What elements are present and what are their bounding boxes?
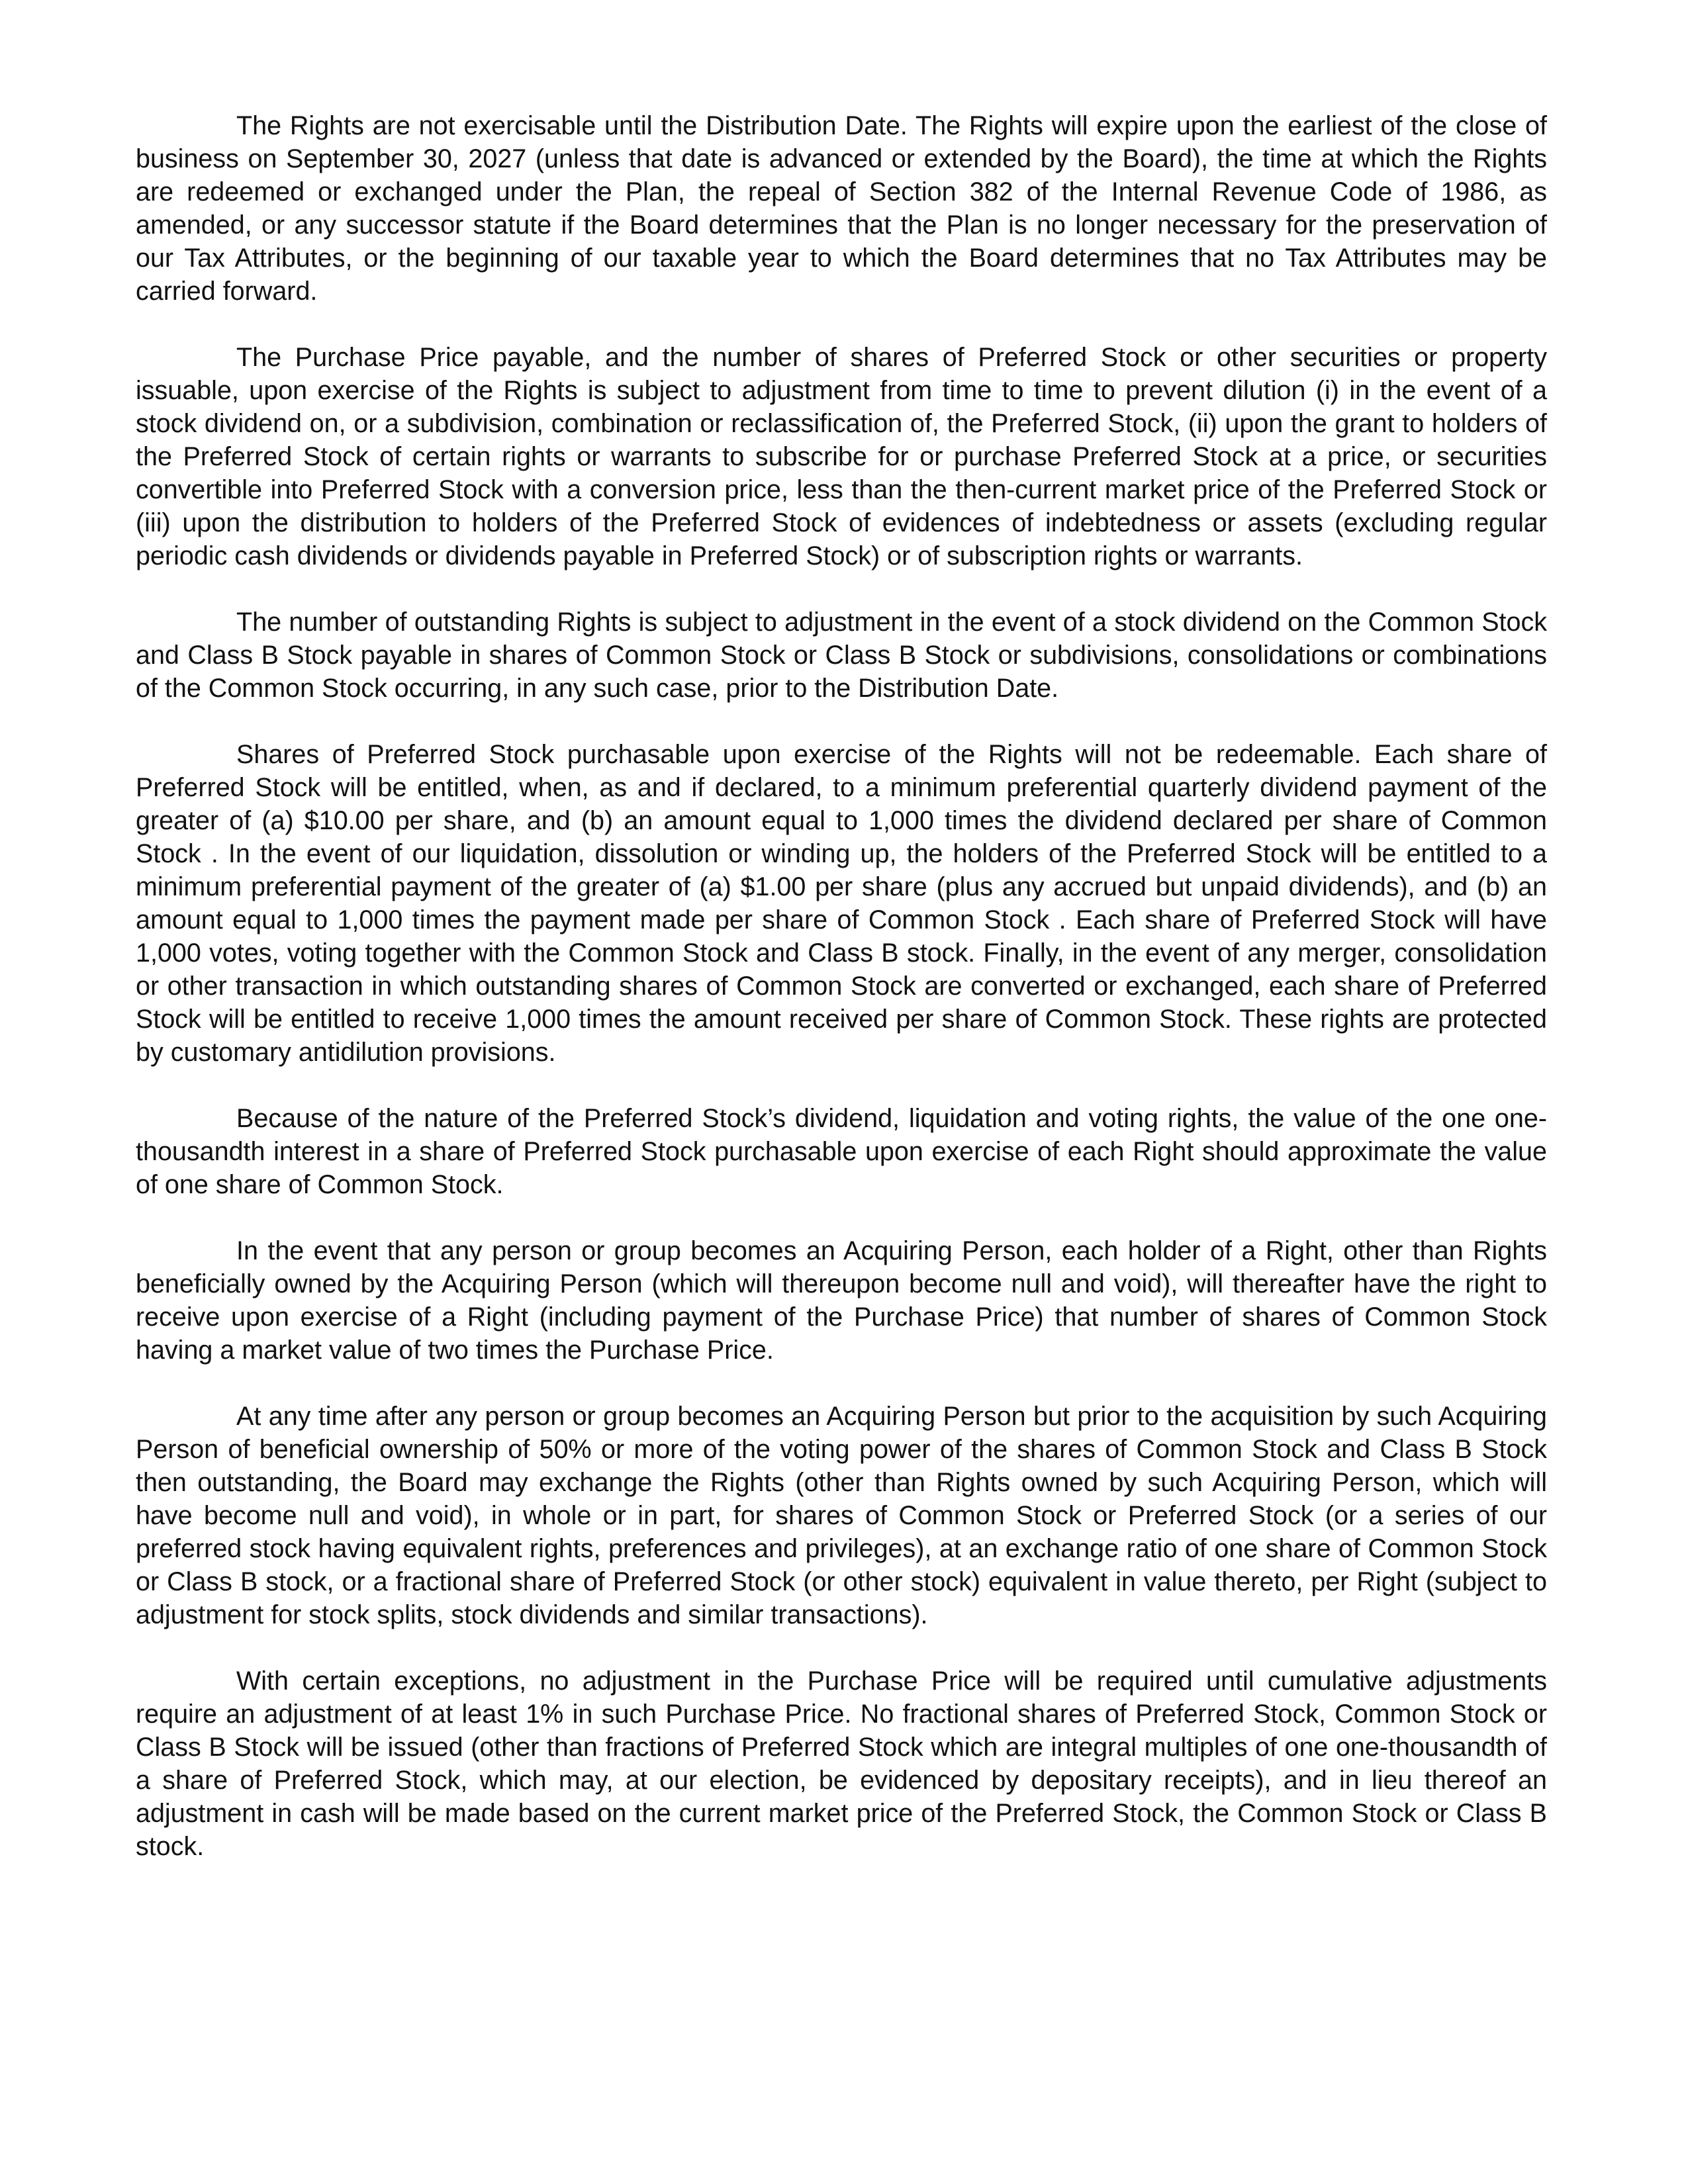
- paragraph-purchase-price-adjustment: The Purchase Price payable, and the number of shares of Preferred Stock or other securities or property issuable, upon exercise of the Rights is subject to adjustment from time to time to prevent dilution (i) in the event of a stock dividend on, or a subdivision, combination or reclassification of, the Preferred Stock, (ii) upon the grant to holders of the Preferred Stock of certain rights or warrants to subscribe for or purchase Preferred Stock at a price, or securities convertible into Preferred Stock with a conversion price, less than the then-current market price of the Preferred Stock or (iii) upon the distribution to holders of the Preferred Stock of evidences of indebtedness or assets (excluding regular periodic cash dividends or dividends payable in Preferred Stock) or of subscription rights or warrants.: [136, 343, 1547, 570]
- paragraph-outstanding-rights-adjustment: The number of outstanding Rights is subject to adjustment in the event of a stock dividend on the Common Stock and Class B Stock payable in shares of Common Stock or Class B Stock or subdivisions, consolidations or combinations of the Common Stock occurring, in any such case, prior to the Distribution Date.: [136, 608, 1547, 703]
- paragraph-preferred-stock-value: Because of the nature of the Preferred Stock’s dividend, liquidation and voting rights, the value of the one one-thousandth interest in a share of Preferred Stock purchasable upon exercise of each Right should approximate the value of one share of Common Stock.: [136, 1104, 1547, 1199]
- paragraph-distribution-date-expiration: The Rights are not exercisable until the Distribution Date. The Rights will expire upon the earliest of the close of business on September 30, 2027 (unless that date is advanced or extended by the Board), the time at which the Rights are redeemed or exchanged under the Plan, the repeal of Section 382 of the Internal Revenue Code of 1986, as amended, or any successor statute if the Board determines that the Plan is no longer necessary for the preservation of our Tax Attributes, or the beginning of our taxable year to which the Board determines that no Tax Attributes may be carried forward.: [136, 111, 1547, 306]
- paragraph-exchange: At any time after any person or group becomes an Acquiring Person but prior to the acquisition by such Acquiring Person of beneficial ownership of 50% or more of the voting power of the shares of Common Stock and Class B Stock then outstanding, the Board may exchange the Rights (other than Rights owned by such Acquiring Person, which will have become null and void), in whole or in part, for shares of Common Stock or Preferred Stock (or a series of our preferred stock having equivalent rights, preferences and privileges), at an exchange ratio of one share of Common Stock or Class B stock, or a fractional share of Preferred Stock (or other stock) equivalent in value thereto, per Right (subject to adjustment for stock splits, stock dividends and similar transactions).: [136, 1402, 1547, 1629]
- paragraph-acquiring-person-flip-in: In the event that any person or group becomes an Acquiring Person, each holder of a Right, other than Rights beneficially owned by the Acquiring Person (which will thereupon become null and void), will thereafter have the right to receive upon exercise of a Right (including payment of the Purchase Price) that number of shares of Common Stock having a market value of two times the Purchase Price.: [136, 1236, 1547, 1365]
- document-page: [136, 109, 1547, 1896]
- paragraph-preferred-stock-terms: Shares of Preferred Stock purchasable upon exercise of the Rights will not be redeemable. Each share of Preferred Stock will be entitled, when, as and if declared, to a minimum preferential quarterly dividend payment of the greater of (a) $10.00 per share, and (b) an amount equal to 1,000 times the dividend declared per share of Common Stock . In the event of our liquidation, dissolution or winding up, the holders of the Preferred Stock will be entitled to a minimum preferential payment of the greater of (a) $1.00 per share (plus any accrued but unpaid dividends), and (b) an amount equal to 1,000 times the payment made per share of Common Stock . Each share of Preferred Stock will have 1,000 votes, voting together with the Common Stock and Class B stock. Finally, in the event of any merger, consolidation or other transaction in which outstanding shares of Common Stock are converted or exchanged, each share of Preferred Stock will be entitled to receive 1,000 times the amount received per share of Common Stock. These rights are protected by customary antidilution provisions.: [136, 740, 1547, 1067]
- paragraph-fractional-shares: With certain exceptions, no adjustment in the Purchase Price will be required until cumulative adjustments require an adjustment of at least 1% in such Purchase Price. No fractional shares of Preferred Stock, Common Stock or Class B Stock will be issued (other than fractions of Preferred Stock which are integral multiples of one one-thousandth of a share of Preferred Stock, which may, at our election, be evidenced by depositary receipts), and in lieu thereof an adjustment in cash will be made based on the current market price of the Preferred Stock, the Common Stock or Class B stock.: [136, 1666, 1547, 1861]
